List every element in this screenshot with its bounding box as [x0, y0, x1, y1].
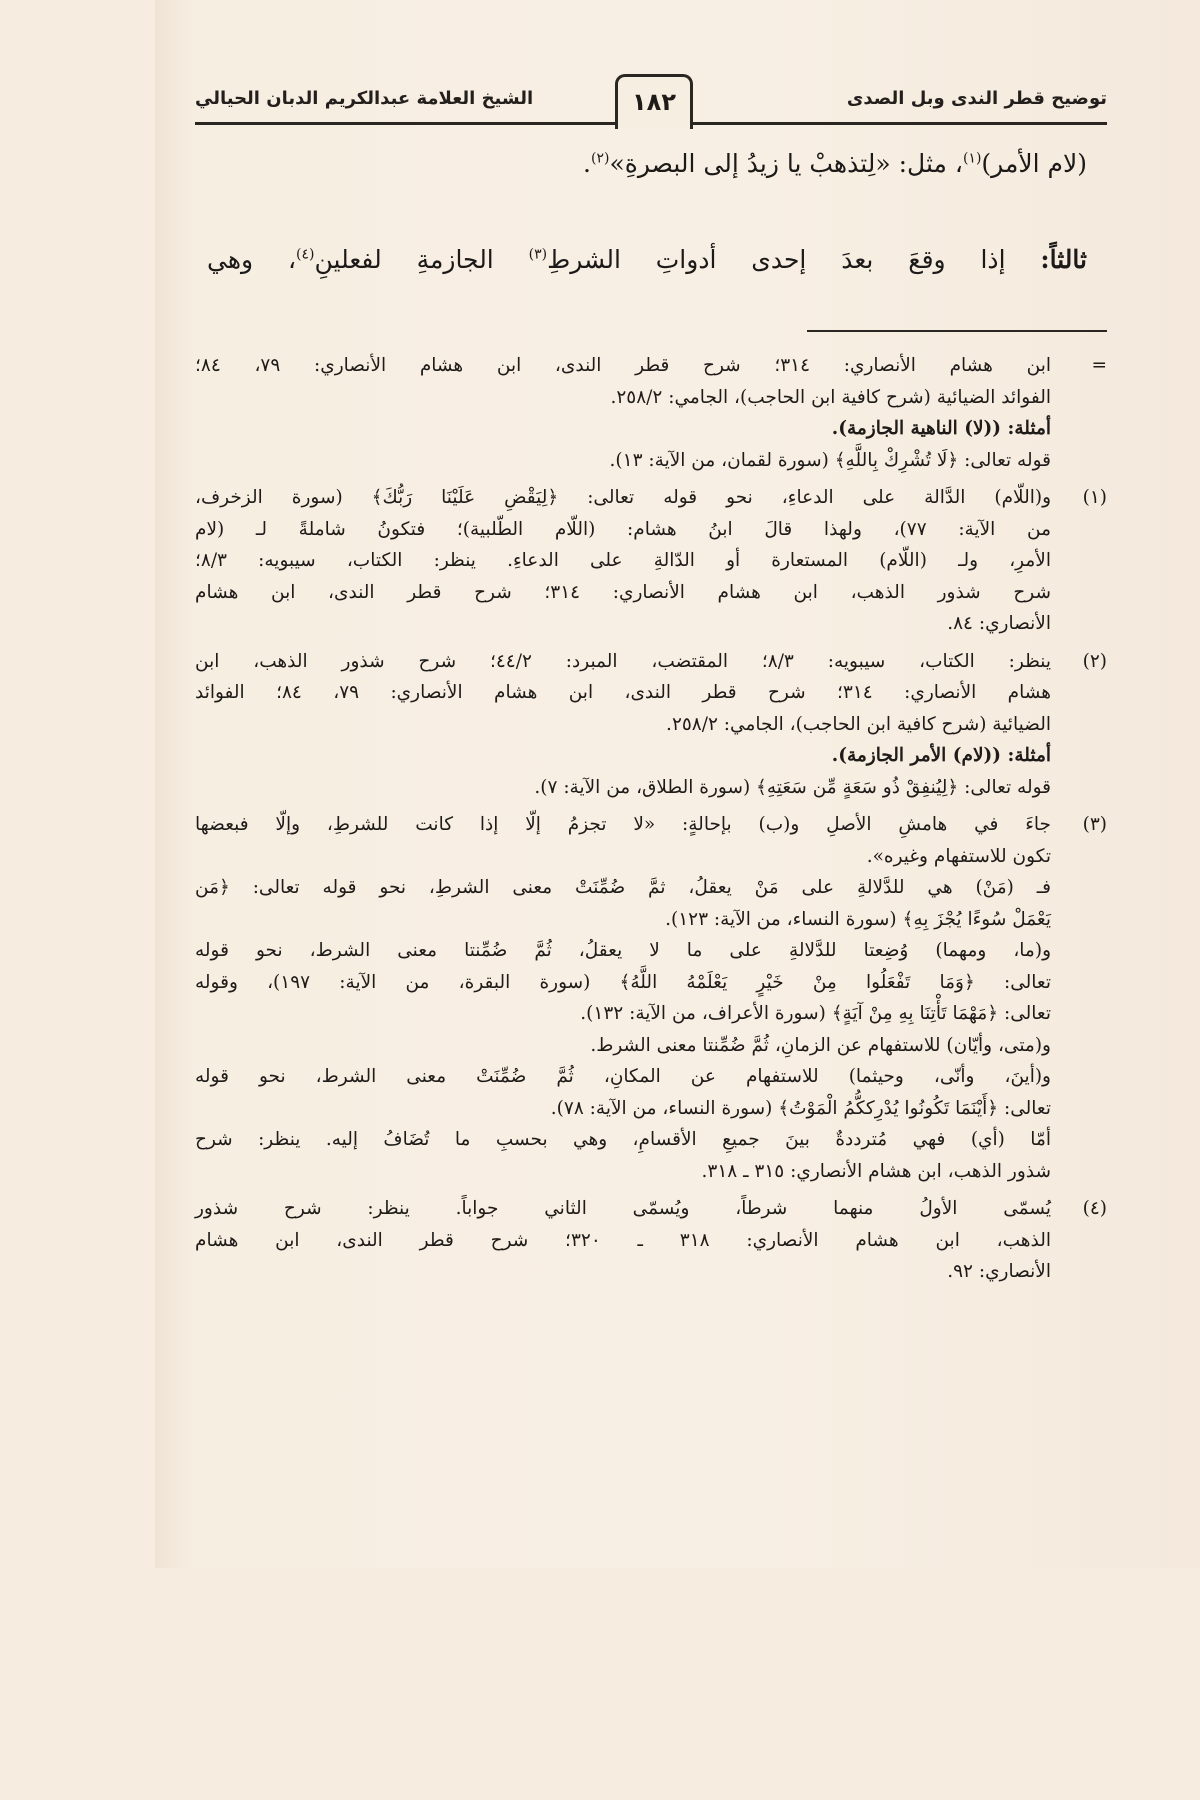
footnote-line: الضيائية (شرح كافية ابن الحاجب)، الجامي: ٢٥٨/٢. [666, 713, 1051, 735]
footnote-line: شذور الذهب، ابن هشام الأنصاري: ٣١٥ ـ ٣١٨. [701, 1160, 1051, 1182]
footnote-separator [807, 330, 1107, 332]
main-text-span: ، وهي [207, 245, 297, 274]
header-author: الشيخ العلامة عبدالكريم الدبان الحيالي [195, 88, 534, 109]
examples-value: ((لا) الناهية الجازمة). [831, 418, 1008, 439]
footnote-line: و(اللّام) الدَّالة على الدعاءِ، نحو قوله تعالى: ﴿لِيَقْضِ عَلَيْنَا رَبُّكَ﴾ (سورة الزخرف، [195, 487, 1051, 508]
footnote-line: الأنصاري: ٨٤. [947, 613, 1051, 634]
footnote-line: يُسمّى الأولُ منهما شرطاً، ويُسمّى الثاني جواباً. ينظر: شرح شذور [195, 1198, 1051, 1219]
footnote-examples [195, 413, 1051, 445]
footnote-2 [195, 646, 1107, 804]
examples-label: أمثلة: [1007, 418, 1051, 439]
examples-label: أمثلة: [1007, 745, 1051, 766]
footnote-line: جاءَ في هامشِ الأصلِ و(ب) بإحالةٍ: «لا تجزمُ إلّا إذا كانت للشرطِ، وإلّا فبعضها [195, 814, 1051, 835]
footnote-verse: قوله تعالى: ﴿لِيُنفِقْ ذُو سَعَةٍ مِّن سَعَتِهِ﴾ (سورة الطلاق، من الآية: ٧). [534, 776, 1051, 798]
footnote-continuation [195, 350, 1107, 476]
footnote-ref-3[interactable]: (٣) [528, 246, 548, 263]
footnote-line: تعالى: ﴿أَيْنَمَا تَكُونُوا يُدْرِككُّمُ الْمَوْتُ﴾ (سورة النساء، من الآية: ٧٨). [550, 1097, 1051, 1119]
footnote-verse: قوله تعالى: ﴿لَا تُشْرِكْ بِاللَّهِ﴾ (سورة لقمان، من الآية: ١٣). [609, 449, 1051, 471]
main-text [207, 140, 1087, 284]
main-text-span: (لام الأمر) [981, 149, 1087, 178]
footnote-ref-4[interactable]: (٤) [296, 246, 315, 263]
footnote-line: فـ (مَنْ) هي للدَّلالةِ على مَنْ يعقلُ، ثمَّ ضُمِّنَتْ معنى الشرطِ، نحو قوله تعالى: ﴿مَن [195, 877, 1051, 898]
continuation-marker: = [1091, 355, 1107, 376]
main-text-span: إذا وقعَ بعدَ إحدى أدواتِ الشرطِ [547, 245, 1041, 274]
footnote-line: و(أينَ، وأنّى، وحيثما) للاستفهام عن المكانِ، ثُمَّ ضُمِّنَتْ معنى الشرط، نحو قوله [195, 1066, 1051, 1087]
footnote-number: (١) [1082, 487, 1107, 508]
section-lead: ثالثاً: [1040, 245, 1087, 274]
footnote-line: ينظر: الكتاب، سيبويه: ٨/٣؛ المقتضب، المبرد: ٤٤/٢؛ شرح شذور الذهب، ابن [195, 650, 1051, 672]
footnote-line: هشام الأنصاري: ٣١٤؛ شرح قطر الندى، ابن هشام الأنصاري: ٧٩، ٨٤؛ الفوائد [195, 682, 1051, 703]
footnote-line: تعالى: ﴿مَهْمَا تَأْتِنَا بِهِ مِنْ آيَةٍ﴾ (سورة الأعراف، من الآية: ١٣٢). [580, 1003, 1051, 1024]
footnote-4 [195, 1193, 1107, 1288]
footnote-line: تكون للاستفهام وغيره». [866, 845, 1051, 867]
footnote-line: الفوائد الضيائية (شرح كافية ابن الحاجب)، الجامي: ٢٥٨/٢. [610, 386, 1051, 408]
main-text-span: . [583, 149, 591, 178]
footnote-line: شرح شذور الذهب، ابن هشام الأنصاري: ٣١٤؛ شرح قطر الندى، ابن هشام [195, 581, 1051, 603]
footnote-line: الذهب، ابن هشام الأنصاري: ٣١٨ ـ ٣٢٠؛ شرح قطر الندى، ابن هشام [195, 1229, 1051, 1251]
footnote-3 [195, 809, 1107, 1187]
running-header [195, 82, 1107, 126]
footnote-ref-1[interactable]: (١) [962, 150, 982, 167]
header-book-title: توضيح قطر الندى وبل الصدى [846, 88, 1107, 109]
footnote-line: تعالى: ﴿وَمَا تَفْعَلُوا مِنْ خَيْرٍ يَعْلَمْهُ اللَّهُ﴾ (سورة البقرة، من الآية: ١٩٧)، وقوله [195, 971, 1051, 993]
footnote-number: (٢) [1082, 650, 1107, 672]
main-text-span: الجازمةِ لفعلينِ [314, 245, 529, 274]
footnote-line: أمّا (أي) فهي مُترددةٌ بينَ جميعِ الأقسامِ، وهي بحسبِ ما تُضَافُ إليه. ينظر: شرح [195, 1129, 1051, 1150]
footnote-line: من الآية: ٧٧)، ولهذا قالَ ابنُ هشام: (اللّام الطّلبية)؛ فتكونُ شاملةً لـ (لام [195, 518, 1051, 540]
footnote-line: يَعْمَلْ سُوءًا يُجْزَ بِهِ﴾ (سورة النساء، من الآية: ١٢٣). [665, 908, 1051, 930]
footnote-line: و(ما، ومهما) وُضِعتا للدَّلالةِ على ما لا يعقلُ، ثُمَّ ضُمِّنتا معنى الشرط، نحو قوله [195, 940, 1051, 961]
footnote-number: (٣) [1082, 814, 1107, 835]
footnotes [195, 350, 1107, 1294]
footnote-number: (٤) [1082, 1198, 1107, 1219]
main-line-1 [207, 140, 1087, 188]
footnote-line: و(متى، وأيّان) للاستفهام عن الزمانِ، ثُمَّ ضُمِّنتا معنى الشرط. [590, 1034, 1051, 1056]
book-page [195, 0, 1107, 1568]
footnote-1 [195, 482, 1107, 640]
footnote-examples [195, 740, 1051, 772]
footnote-line: الأمرِ، ولـ (اللّام) المستعارة أو الدّالةِ على الدعاءِ. ينظر: الكتاب، سيبويه: ٨/٣؛ [195, 550, 1051, 571]
examples-value: ((لام) الأمر الجازمة). [831, 745, 1008, 766]
main-text-span: ، مثل: «لِتذهبْ يا زيدُ إلى البصرةِ» [609, 149, 963, 178]
page-number: ١٨٢ [615, 74, 693, 129]
footnote-line: الأنصاري: ٩٢. [947, 1261, 1051, 1282]
footnote-ref-2[interactable]: (٢) [591, 150, 610, 167]
footnote-line: ابن هشام الأنصاري: ٣١٤؛ شرح قطر الندى، ابن هشام الأنصاري: ٧٩، ٨٤؛ [195, 355, 1051, 376]
main-line-2 [207, 236, 1087, 284]
